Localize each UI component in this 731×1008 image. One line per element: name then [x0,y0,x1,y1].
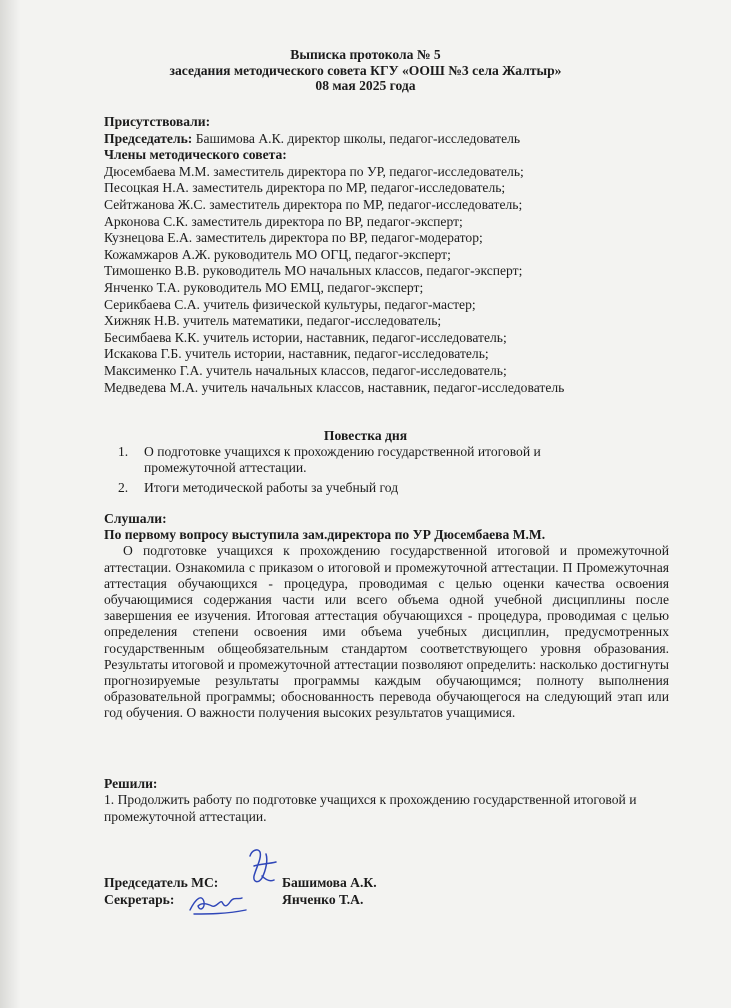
present-label: Присутствовали: [104,114,211,129]
chair-name: Башимова А.К. [282,875,377,890]
member-line: Медведева М.А. учитель начальных классов, наставник, педагог-исследователь [104,379,565,395]
agenda-list [118,444,578,499]
header-date: 08 мая 2025 года [315,78,416,93]
heard-speaker: По первому вопросу выступила зам.директора по УР Дюсембаева М.М. [104,527,546,543]
members-label: Члены методического совета: [104,147,287,163]
header-title: Выписка протокола № 5 [290,47,441,62]
secretary-role: Секретарь: [104,892,175,907]
document-header [0,47,731,94]
secretary-signature-icon [186,884,250,920]
chair-line [104,131,669,148]
heard-paragraph: О подготовке учащихся к прохождению государственной итоговой и промежуточной аттестации. Ознакомила с приказом о итоговой и промежуточной аттестации. П Промежуточная аттестация обучающихся - процедура, проводимая с целью оценки качества освоения обучающимися содержания части или всего объема одной учебной дисциплины после завершения ее изучения. Итоговая аттестация обучающихся - процедура, проводимая с целью определения степени освоения ими объема учебных дисциплин, предусмотренных государственным общеобязательным стандартом соответствующего уровня образования. Результаты итоговой и промежуточной аттестации позволяют определить: насколько достигнуты прогнозируемые результаты программы каждым обучающимся; полноту выполнения образовательной программы; обоснованность перевода обучающегося на следующий этап или год обучения. О важности получения высоких результатов учащимися. [104,543,669,721]
members-list [104,164,669,396]
chair-label: Председатель: [104,130,193,146]
member-line: Арконова С.К. заместитель директора по ВР, педагог-эксперт; [104,213,463,229]
agenda-item-text: Итоги методической работы за учебный год [144,479,399,495]
decided-label: Решили: [104,776,158,791]
chair-role: Председатель МС: [104,875,219,890]
member-line: Кожамжаров А.Ж. руководитель МО ОГЦ, педагог-эксперт; [104,246,451,262]
member-line: Янченко Т.А. руководитель МО ЕМЦ, педагог-эксперт; [104,279,424,295]
member-line: Серикбаева С.А. учитель физической культуры, педагог-мастер; [104,296,476,312]
member-line: Искакова Г.Б. учитель истории, наставник, педагог-исследователь; [104,346,489,362]
decided-text: 1. Продолжить работу по подготовке учащихся к прохождению государственной итоговой и промежуточной аттестации. [104,792,637,824]
member-line: Тимошенко В.В. руководитель МО начальных классов, педагог-эксперт; [104,263,523,279]
member-line: Дюсембаева М.М. заместитель директора по УР, педагог-исследователь; [104,163,524,179]
agenda-item-text: О подготовке учащихся к прохождению государственной итоговой и промежуточной аттестации. [144,444,541,475]
secretary-name: Янченко Т.А. [282,892,364,907]
member-line: Кузнецова Е.А. заместитель директора по ВР, педагог-модератор; [104,230,483,246]
member-line: Песоцкая Н.А. заместитель директора по МР, педагог-исследователь; [104,180,506,196]
agenda-item [118,444,578,476]
chair-value: Башимова А.К. директор школы, педагог-исследователь [192,130,521,146]
member-line: Максименко Г.А. учитель начальных классов, педагог-исследователь; [104,362,507,378]
header-subtitle: заседания методического совета КГУ «ООШ №3 села Жалтыр» [169,62,562,78]
member-line: Хижняк Н.В. учитель математики, педагог-исследователь; [104,313,442,329]
agenda-item [118,480,578,496]
member-line: Бесимбаева К.К. учитель истории, наставник, педагог-исследователь; [104,329,507,345]
attendance-section [104,114,669,396]
scan-edge-shadow [0,0,20,1008]
heard-label: Слушали: [104,511,167,526]
agenda-item-number: 2. [118,479,129,495]
member-line: Сейтжанова Ж.С. заместитель директора по МР, педагог-исследователь; [104,196,523,212]
heard-section [104,511,669,722]
decided-section [104,776,669,825]
agenda-title: Повестка дня [323,428,408,443]
agenda-item-number: 1. [118,444,129,459]
